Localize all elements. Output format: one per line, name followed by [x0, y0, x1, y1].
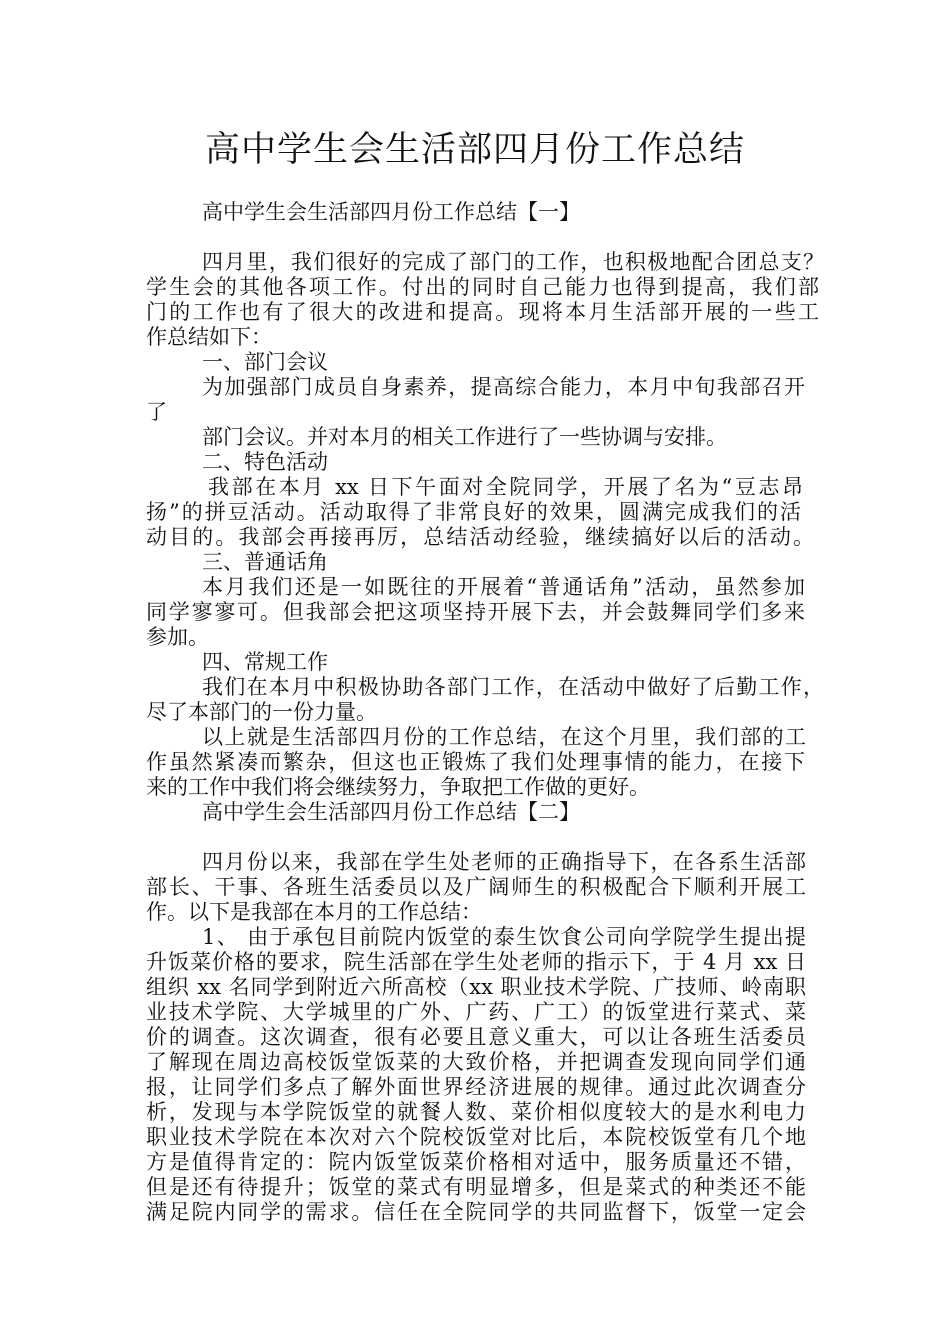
subsection-heading: 一、部门会议 [202, 350, 328, 374]
paragraph-line: 部长、干事、各班生活委员以及广阔师生的积极配合下顺利开展工 [146, 875, 806, 899]
paragraph-line: 析，发现与本学院饭堂的就餐人数、菜价相似度较大的是水利电力 [146, 1100, 806, 1124]
paragraph-line: 报，让同学们多点了解外面世界经济进展的规律。通过此次调查分 [146, 1075, 806, 1099]
section-heading-1: 高中学生会生活部四月份工作总结【一】 [202, 200, 580, 224]
section-heading-2: 高中学生会生活部四月份工作总结【二】 [202, 800, 580, 824]
paragraph-line: 本月我们还是一如既往的开展着“普通话角”活动，虽然参加 [202, 575, 805, 599]
subsection-heading: 二、特色活动 [202, 450, 328, 474]
subsection-heading: 三、普通话角 [202, 550, 328, 574]
paragraph-line: 组织 xx 名同学到附近六所高校（xx 职业技术学院、广技师、岭南职 [146, 975, 806, 999]
paragraph-line: 来的工作中我们将会继续努力，争取把工作做的更好。 [146, 775, 650, 799]
paragraph-line: 作虽然紧凑而繁杂，但这也正锻炼了我们处理事情的能力，在接下 [146, 750, 805, 774]
paragraph-line: 部门会议。并对本月的相关工作进行了一些协调与安排。 [202, 425, 727, 449]
paragraph-line: 1、 由于承包目前院内饭堂的泰生饮食公司向学院学生提出提 [202, 925, 806, 949]
subsection-heading: 四、常规工作 [202, 650, 328, 674]
paragraph-line: 动目的。我部会再接再厉，总结活动经验，继续搞好以后的活动。 [146, 525, 814, 549]
paragraph-line: 升饭菜价格的要求，院生活部在学生处老师的指示下，于 4 月 xx 日 [146, 950, 806, 974]
paragraph-line: 职业技术学院在本次对六个院校饭堂对比后，本院校饭堂有几个地 [146, 1125, 806, 1149]
paragraph-line: 参加。 [146, 625, 209, 649]
paragraph-line: 我们在本月中积极协助各部门工作，在活动中做好了后勤工作， [202, 675, 824, 699]
document-title: 高中学生会生活部四月份工作总结 [204, 130, 745, 170]
paragraph-line: 我部在本月 xx 日下午面对全院同学，开展了名为“豆志昂 [208, 475, 803, 499]
paragraph-line: 四月里，我们很好的完成了部门的工作，也积极地配合团总支？ [202, 250, 824, 274]
paragraph-line: 为加强部门成员自身素养，提高综合能力，本月中旬我部召开 [202, 375, 805, 399]
paragraph-line: 价的调查。这次调查，很有必要且意义重大，可以让各班生活委员 [146, 1025, 806, 1049]
paragraph-line: 四月份以来，我部在学生处老师的正确指导下，在各系生活部 [202, 850, 806, 874]
paragraph-line: 以上就是生活部四月份的工作总结，在这个月里，我们部的工 [202, 725, 806, 749]
paragraph-line: 满足院内同学的需求。信任在全院同学的共同监督下，饭堂一定会 [146, 1200, 806, 1224]
paragraph-line: 同学寥寥可。但我部会把这项坚持开展下去，并会鼓舞同学们多来 [146, 600, 805, 624]
paragraph-line: 了 [146, 400, 167, 424]
paragraph-line: 但是还有待提升；饭堂的菜式有明显增多，但是菜式的种类还不能 [146, 1175, 806, 1199]
paragraph-line: 业技术学院、大学城里的广外、广药、广工）的饭堂进行菜式、菜 [146, 1000, 806, 1024]
paragraph-line: 了解现在周边高校饭堂饭菜的大致价格，并把调查发现向同学们通 [146, 1050, 806, 1074]
paragraph-line: 方是值得肯定的：院内饭堂饭菜价格相对适中，服务质量还不错， [146, 1150, 806, 1174]
paragraph-line: 扬”的拼豆活动。活动取得了非常良好的效果，圆满完成我们的活 [146, 500, 801, 524]
paragraph-line: 作。以下是我部在本月的工作总结： [146, 900, 482, 924]
paragraph-line: 门的工作也有了很大的改进和提高。现将本月生活部开展的一些工 [146, 300, 819, 324]
paragraph-line: 学生会的其他各项工作。付出的同时自己能力也得到提高，我们部 [146, 275, 819, 299]
paragraph-line: 尽了本部门的一份力量。 [146, 700, 377, 724]
paragraph-line: 作总结如下： [146, 325, 272, 349]
